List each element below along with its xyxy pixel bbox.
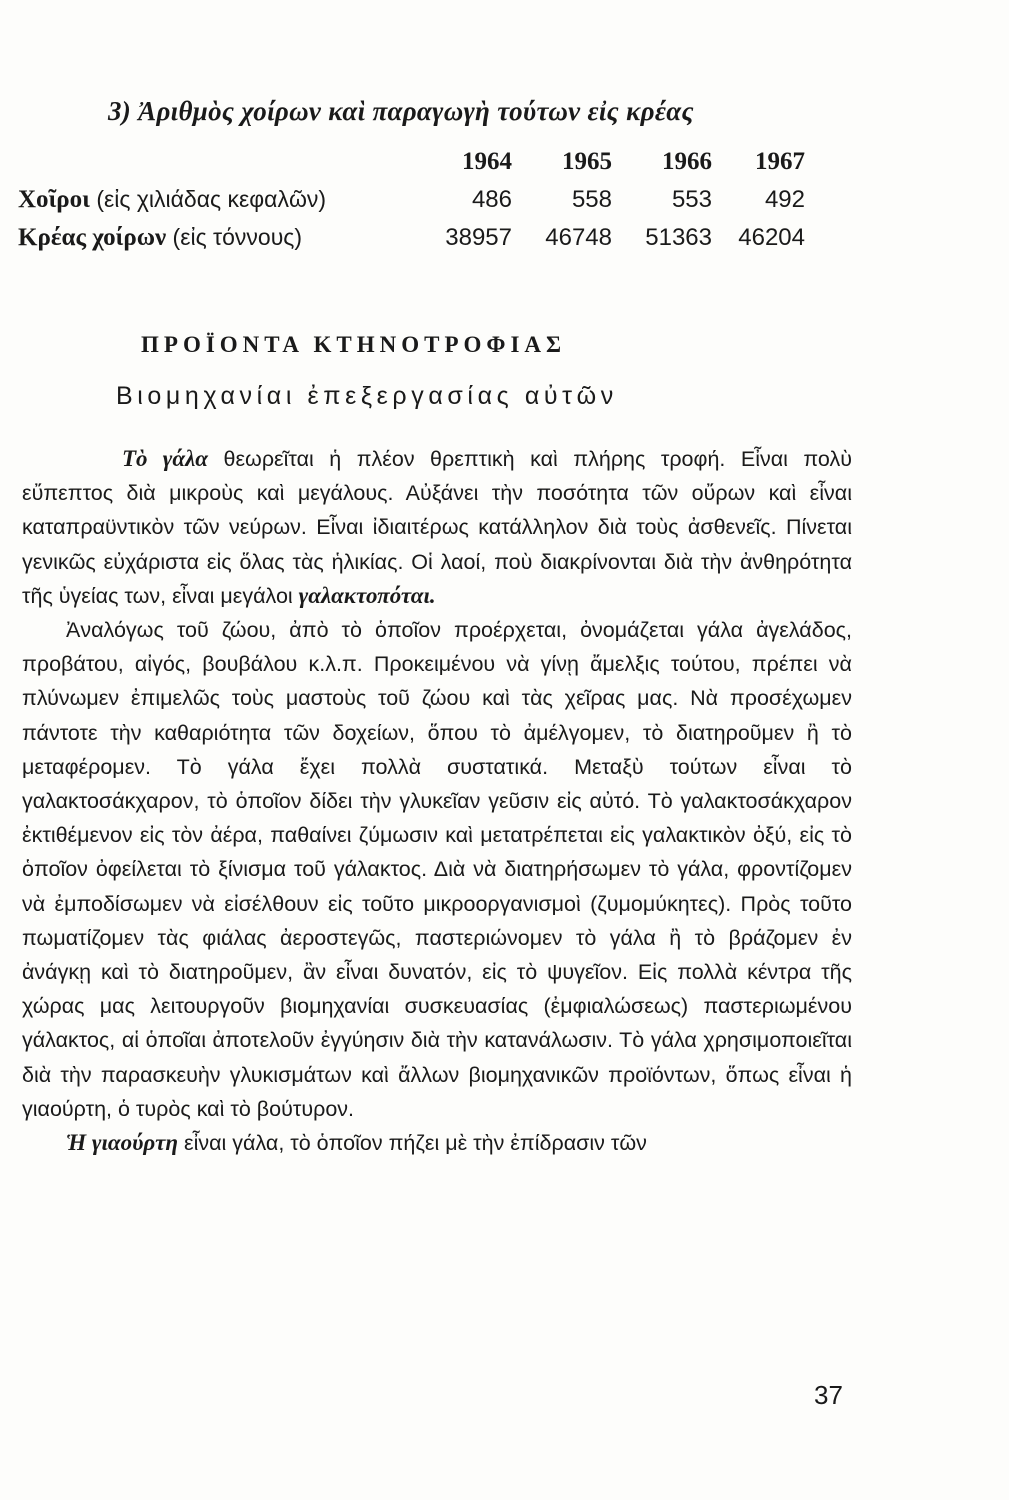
year-header: 1966 (662, 148, 712, 175)
paragraph-lead: Ἡ γιαούρτη (66, 1130, 179, 1156)
year-header: 1967 (755, 148, 805, 175)
row-label (18, 181, 416, 219)
year-header: 1965 (562, 148, 612, 175)
chapter-subheading: Βιομηχανίαι ἐπεξεργασίας αὐτῶν (116, 382, 618, 410)
row-label-bold: Κρέας χοίρων (18, 224, 167, 251)
paragraph-text: θεωρεῖται ἡ πλέον θρεπτικὴ καὶ πλήρης τροφή. Εἶναι πολὺ εὔπεπτος διὰ μικροὺς καὶ μεγάλους. Αὐξάνει τὴν ποσότητα τῶν οὔρων καὶ εἶναι καταπραϋντικὸν τῶν νεύρων. Εἶναι ἰδιαιτέρως κατάλληλον διὰ τοὺς ἀσθενεῖς. Πίνεται γενικῶς εὐχάριστα εἰς ὅλας τὰς ἡλικίας. Οἱ λαοί, ποὺ διακρίνονται διὰ τὴν ἀνθηρότητα τῆς ὑγείας των, εἶναι μεγάλοι (22, 447, 852, 608)
table-header-row (18, 143, 805, 181)
table-cell: 46748 (545, 224, 612, 251)
table-corner (18, 143, 416, 181)
table-cell: 51363 (645, 224, 712, 251)
paragraph (22, 442, 852, 613)
row-label (18, 219, 416, 257)
body-text (22, 442, 852, 1160)
paragraph (22, 613, 852, 1126)
year-header: 1964 (462, 148, 512, 175)
table-cell: 492 (764, 186, 805, 213)
table-row (18, 181, 805, 219)
paragraph-text: Ἀναλόγως τοῦ ζώου, ἀπὸ τὸ ὁποῖον προέρχεται, ὀνομάζεται γάλα ἀγελάδος, προβάτου, αἰγός, βουβάλου κ.λ.π. Προκειμένου νὰ γίνῃ ἄμελξις τούτου, πρέπει νὰ πλύνωμεν ἐπιμελῶς τοὺς μαστοὺς τοῦ ζώου καὶ τὰς χεῖρας μας. Νὰ προσέχωμεν πάντοτε τὴν καθαριότητα τῶν δοχείων, ὅπου τὸ ἀμέλγομεν, τὸ διατηροῦμεν ἢ τὸ μεταφέρομεν. Τὸ γάλα ἔχει πολλὰ συστατικά. Μεταξὺ τούτων εἶναι τὸ γαλακτοσάκχαρον, τὸ ὁποῖον δίδει τὴν γλυκεῖαν γεῦσιν εἰς αὐτό. Τὸ γαλακτοσάκχαρον ἐκτιθέμενον εἰς τὸν ἀέρα, παθαίνει ζύμωσιν καὶ μετατρέπεται εἰς γαλακτικὸν ὀξύ, εἰς τὸ ὁποῖον ὀφείλεται τὸ ξίνισμα τοῦ γάλακτος. Διὰ νὰ διατηρήσωμεν τὸ γάλα, φροντίζομεν νὰ ἐμποδίσωμεν νὰ εἰσέλθουν εἰς τοῦτο μικροοργανισμοὶ (ζυμομύκητες). Πρὸς τοῦτο πωματίζομεν τὰς φιάλας ἀεροστεγῶς, παστεριώνομεν τὸ γάλα ἢ τὸ βράζομεν ἐν ἀνάγκῃ καὶ τὸ διατηροῦμεν, ἂν εἶναι δυνατόν, εἰς τὸ ψυγεῖον. Εἰς πολλὰ κέντρα τῆς χώρας μας λειτουργοῦν βιομηχανίαι συσκευασίας (ἐμφιαλώσεως) παστεριωμένου γάλακτος, αἱ ὁποῖαι ἀποτελοῦν ἐγγύησιν διὰ τὴν κατανάλωσιν. Τὸ γάλα χρησιμοποιεῖται διὰ τὴν παρασκευὴν γλυκισμάτων καὶ ἄλλων βιομηχανικῶν προϊόντων, ὅπως εἶναι ἡ γιαούρτη, ὁ τυρὸς καὶ τὸ βούτυρον. (22, 618, 852, 1121)
table-cell: 486 (471, 186, 512, 213)
paragraph (22, 1126, 852, 1160)
section-title: 3) Ἀριθμὸς χοίρων καὶ παραγωγὴ τούτων εἰς κρέας (108, 96, 694, 126)
row-label-unit: (εἰς χιλιάδας κεφαλῶν) (89, 186, 327, 212)
paragraph-lead: Τὸ γάλα (122, 446, 209, 471)
table-row (18, 219, 805, 257)
row-label-bold: Χοῖροι (18, 186, 90, 213)
table-cell: 46204 (738, 224, 805, 251)
paragraph-text: εἶναι γάλα, τὸ ὁποῖον πήζει μὲ τὴν ἐπίδρασιν τῶν (178, 1131, 647, 1156)
chapter-heading: ΠΡΟΪΟΝΤΑ ΚΤΗΝΟΤΡΟΦΙΑΣ (141, 332, 567, 357)
table-cell: 38957 (445, 224, 512, 251)
row-label-unit: (εἰς τόννους) (166, 224, 303, 250)
table-cell: 558 (571, 186, 612, 213)
statistics-table (18, 143, 805, 257)
page-number: 37 (814, 1380, 843, 1410)
table-cell: 553 (671, 186, 712, 213)
paragraph-bold-term: γαλακτοπόται. (298, 582, 436, 608)
